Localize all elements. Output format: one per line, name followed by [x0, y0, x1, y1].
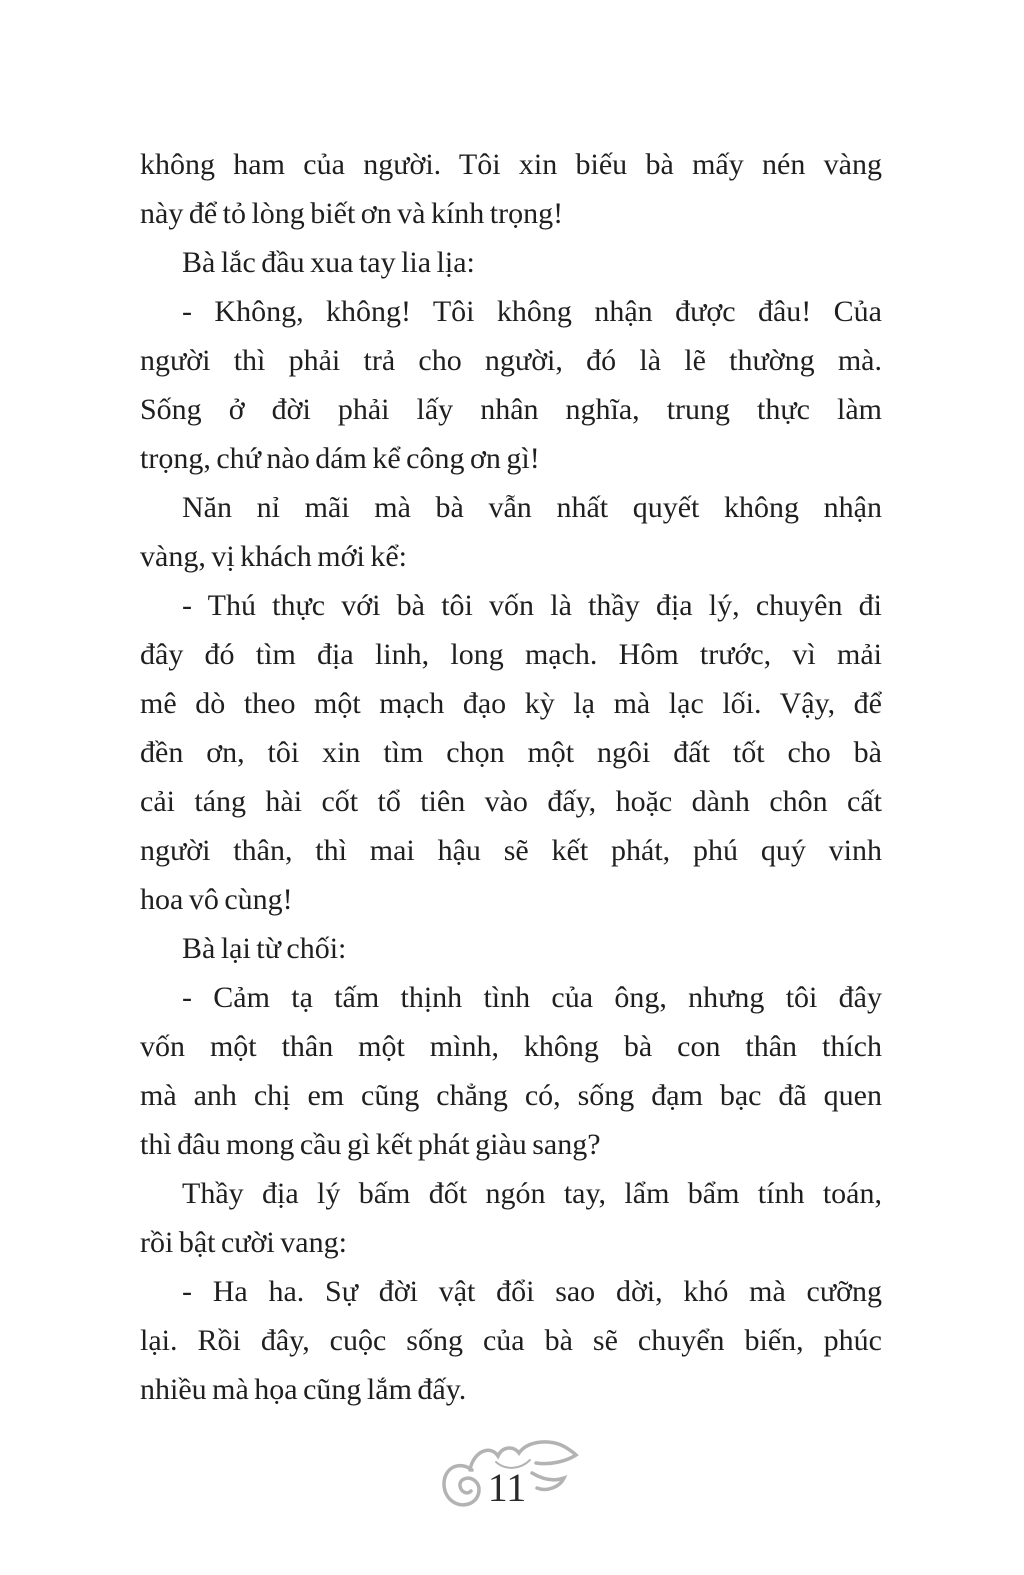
text-line: mê dò theo một mạch đạo kỳ lạ mà lạc lối. Vậy, để [140, 687, 882, 720]
text-line: trọng, chứ nào dám kể công ơn gì! [140, 442, 540, 475]
text-line: này để tỏ lòng biết ơn và kính trọng! [140, 197, 564, 230]
text-line: đây đó tìm địa linh, long mạch. Hôm trước, vì mải [140, 638, 882, 671]
paragraph [140, 483, 882, 581]
text-line: hoa vô cùng! [140, 883, 293, 916]
text-line: lại. Rồi đây, cuộc sống của bà sẽ chuyển biến, phúc [140, 1324, 882, 1357]
text-line: Bà lắc đầu xua tay lia lịa: [182, 246, 475, 279]
text-line: Thầy địa lý bấm đốt ngón tay, lẩm bẩm tính toán, [182, 1177, 882, 1210]
text-line: - Ha ha. Sự đời vật đổi sao dời, khó mà cưỡng [182, 1275, 882, 1308]
paragraph [140, 1169, 882, 1267]
text-line: - Cảm tạ tấm thịnh tình của ông, nhưng tôi đây [182, 981, 882, 1014]
text-line: Bà lại từ chối: [182, 932, 347, 965]
paragraph [140, 581, 882, 924]
paragraph [140, 287, 882, 483]
page-footer [0, 1432, 1024, 1518]
paragraph [140, 140, 882, 238]
page-number: 11 [487, 1465, 527, 1510]
footer-ornament [432, 1432, 582, 1518]
paragraph [140, 973, 882, 1169]
paragraph [140, 238, 882, 287]
text-line: Năn nỉ mãi mà bà vẫn nhất quyết không nhận [182, 491, 882, 524]
text-line: mà anh chị em cũng chẳng có, sống đạm bạc đã quen [140, 1079, 882, 1112]
paragraph [140, 924, 882, 973]
paragraph [140, 1267, 882, 1414]
text-line: nhiều mà họa cũng lắm đấy. [140, 1373, 467, 1406]
text-line: cải táng hài cốt tổ tiên vào đấy, hoặc dành chôn cất [140, 785, 882, 818]
text-line: - Không, không! Tôi không nhận được đâu! Của [182, 295, 882, 328]
text-line: đền ơn, tôi xin tìm chọn một ngôi đất tốt cho bà [140, 736, 882, 769]
text-line: vốn một thân một mình, không bà con thân thích [140, 1030, 882, 1063]
text-line: không ham của người. Tôi xin biếu bà mấy nén vàng [140, 148, 882, 181]
text-line: người thì phải trả cho người, đó là lẽ thường mà. [140, 344, 882, 377]
text-line: rồi bật cười vang: [140, 1226, 347, 1259]
text-line: Sống ở đời phải lấy nhân nghĩa, trung thực làm [140, 393, 882, 426]
text-line: - Thú thực với bà tôi vốn là thầy địa lý, chuyên đi [182, 589, 882, 622]
text-line: người thân, thì mai hậu sẽ kết phát, phú quý vinh [140, 834, 882, 867]
text-line: vàng, vị khách mới kể: [140, 540, 407, 573]
text-line: thì đâu mong cầu gì kết phát giàu sang? [140, 1128, 601, 1161]
page-text [140, 140, 882, 1414]
